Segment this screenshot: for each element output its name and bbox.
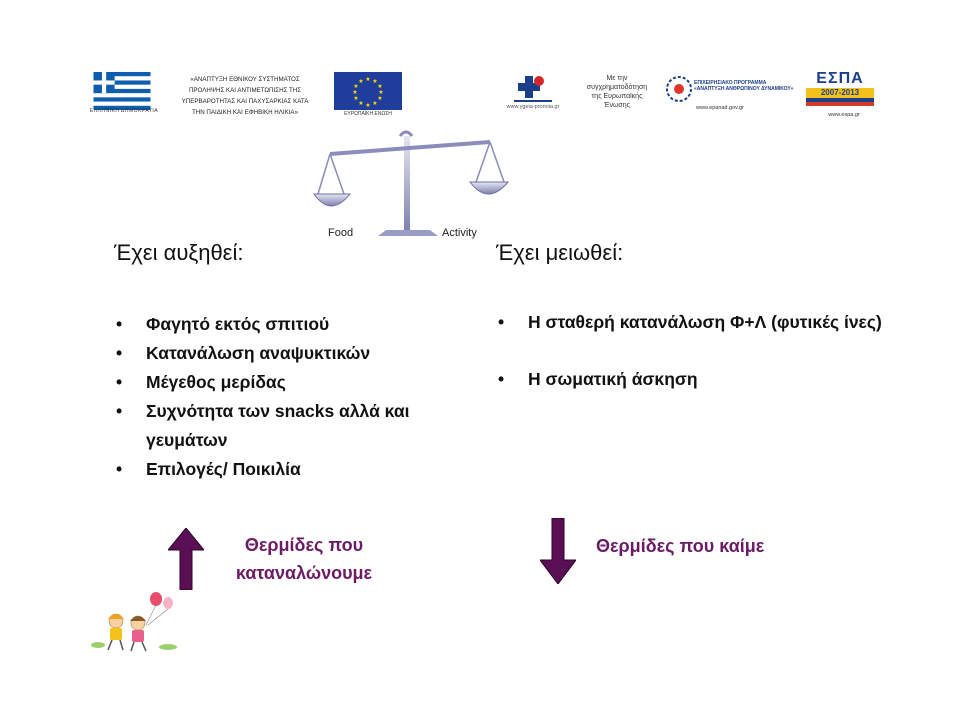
greek-flag-logo [88, 72, 156, 110]
project-title: «ΑΝΑΠΤΥΞΗ ΕΘΝΙΚΟΥ ΣΥΣΤΗΜΑΤΟΣ ΠΡΟΛΗΨΗΣ ΚΑΙ ΑΝΤΙΜΕΤΩΠΙΣΗΣ ΤΗΣ ΥΠΕΡΒΑΡΟΤΗΤΑΣ ΚΑΙ ΠΑΧΥΣΑΡΚΙΑΣ ΚΑΤΑ ΤΗΝ ΠΑΙΔΙΚΗ ΚΑΙ ΕΦΗΒΙΚΗ ΗΛΙΚΙΑ» [181, 76, 309, 116]
down-arrow-icon [540, 518, 576, 584]
calories-burned-text: Θερμίδες που καίμε [596, 536, 765, 556]
espa-url: www.espa.gr [828, 112, 860, 118]
ygeia-caption: www.ygeia-pronoia.gr [506, 104, 560, 110]
decreased-list [496, 308, 886, 394]
balance-scale-icon [310, 128, 510, 250]
eu-flag-logo [334, 72, 402, 110]
espa-logo-years: 2007-2013 [806, 88, 874, 98]
svg-text:★: ★ [372, 78, 378, 85]
svg-text:★: ★ [358, 78, 364, 85]
svg-text:★: ★ [353, 95, 359, 102]
svg-text:★: ★ [365, 102, 371, 109]
espa-logo-title: ΕΣΠΑ [816, 70, 864, 87]
list-item: • Επιλογές/ Ποικιλία [114, 455, 474, 484]
epanad-title: ΕΠΙΧΕΙΡΗΣΙΑΚΟ ΠΡΟΓΡΑΜΜΑ «ΑΝΑΠΤΥΞΗ ΑΝΘΡΩΠΙΝΟΥ ΔΥΝΑΜΙΚΟΥ» [694, 80, 794, 92]
eu-caption: ΕΥΡΩΠΑΪΚΗ ΕΝΩΣΗ [344, 111, 392, 117]
calories-consumed-text: Θερμίδες που καταναλώνουμε [235, 535, 373, 583]
scale-activity-label: Activity [442, 227, 477, 239]
list-item: • Φαγητό εκτός σπιτιού [114, 310, 474, 339]
list-item: • Η σωματική άσκηση [496, 365, 886, 394]
svg-text:★: ★ [358, 100, 364, 107]
increased-list [114, 310, 474, 484]
cofunding-text: Με την συγχρηματοδότηση της Ευρωπαϊκής Ένωσης [586, 75, 648, 109]
list-item: • Η σταθερή κατανάλωση Φ+Λ (φυτικές ίνες) [496, 308, 886, 337]
increased-heading: Έχει αυξηθεί: [114, 240, 244, 265]
decreased-heading: Έχει μειωθεί: [496, 240, 624, 265]
svg-text:★: ★ [372, 100, 378, 107]
list-item: • Μέγεθος μερίδας [114, 368, 474, 397]
ygeia-pronoia-logo [508, 72, 558, 120]
svg-text:★: ★ [377, 83, 383, 90]
up-arrow-icon [168, 528, 204, 590]
flag-caption: ΕΛΛΗΝΙΚΗ ΔΗΜΟΚΡΑΤΙΑ [89, 108, 159, 114]
svg-text:★: ★ [377, 95, 383, 102]
svg-text:★: ★ [365, 76, 371, 83]
list-item: • Κατανάλωση αναψυκτικών [114, 339, 474, 368]
children-balloons-icon [86, 585, 181, 655]
svg-text:★: ★ [353, 83, 359, 90]
svg-text:★: ★ [352, 89, 358, 96]
epanad-logo-icon [664, 74, 694, 104]
list-item: • Συχνότητα των snacks αλλά και γευμάτων [114, 397, 474, 455]
epanad-url: www.epanad.gov.gr [696, 105, 744, 111]
svg-text:★: ★ [378, 89, 384, 96]
espa-stripe-icon [806, 98, 874, 106]
scale-food-label: Food [328, 227, 354, 239]
